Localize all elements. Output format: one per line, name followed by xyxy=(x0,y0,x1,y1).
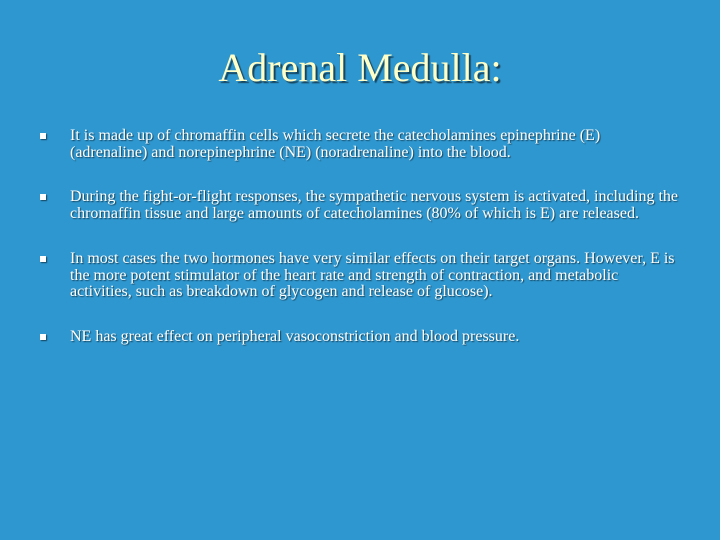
bullet-text: In most cases the two hormones have very similar effects on their target organs. However, E is the more potent stimulator of the heart rate and strength of contraction, and metabolic activities, such as breakdown of glycogen and release of glucose). xyxy=(70,250,675,300)
square-bullet-icon xyxy=(40,194,46,200)
bullet-list xyxy=(40,128,680,345)
square-bullet-icon xyxy=(40,133,46,139)
bullet-text: During the fight-or-flight responses, the sympathetic nervous system is activated, including the chromaffin tissue and large amounts of catecholamines (80% of which is E) are released. xyxy=(70,188,678,222)
square-bullet-icon xyxy=(40,334,46,340)
slide-title: Adrenal Medulla: xyxy=(218,45,502,90)
bullet-item xyxy=(40,189,680,222)
bullet-item xyxy=(40,128,680,161)
bullet-item xyxy=(40,329,680,346)
bullet-item xyxy=(40,251,680,301)
bullet-text: NE has great effect on peripheral vasoconstriction and blood pressure. xyxy=(70,327,520,345)
square-bullet-icon xyxy=(40,256,46,262)
bullet-text: It is made up of chromaffin cells which secrete the catecholamines epinephrine (E) (adrenaline) and norepinephrine (NE) (noradrenaline) into the blood. xyxy=(70,127,601,161)
